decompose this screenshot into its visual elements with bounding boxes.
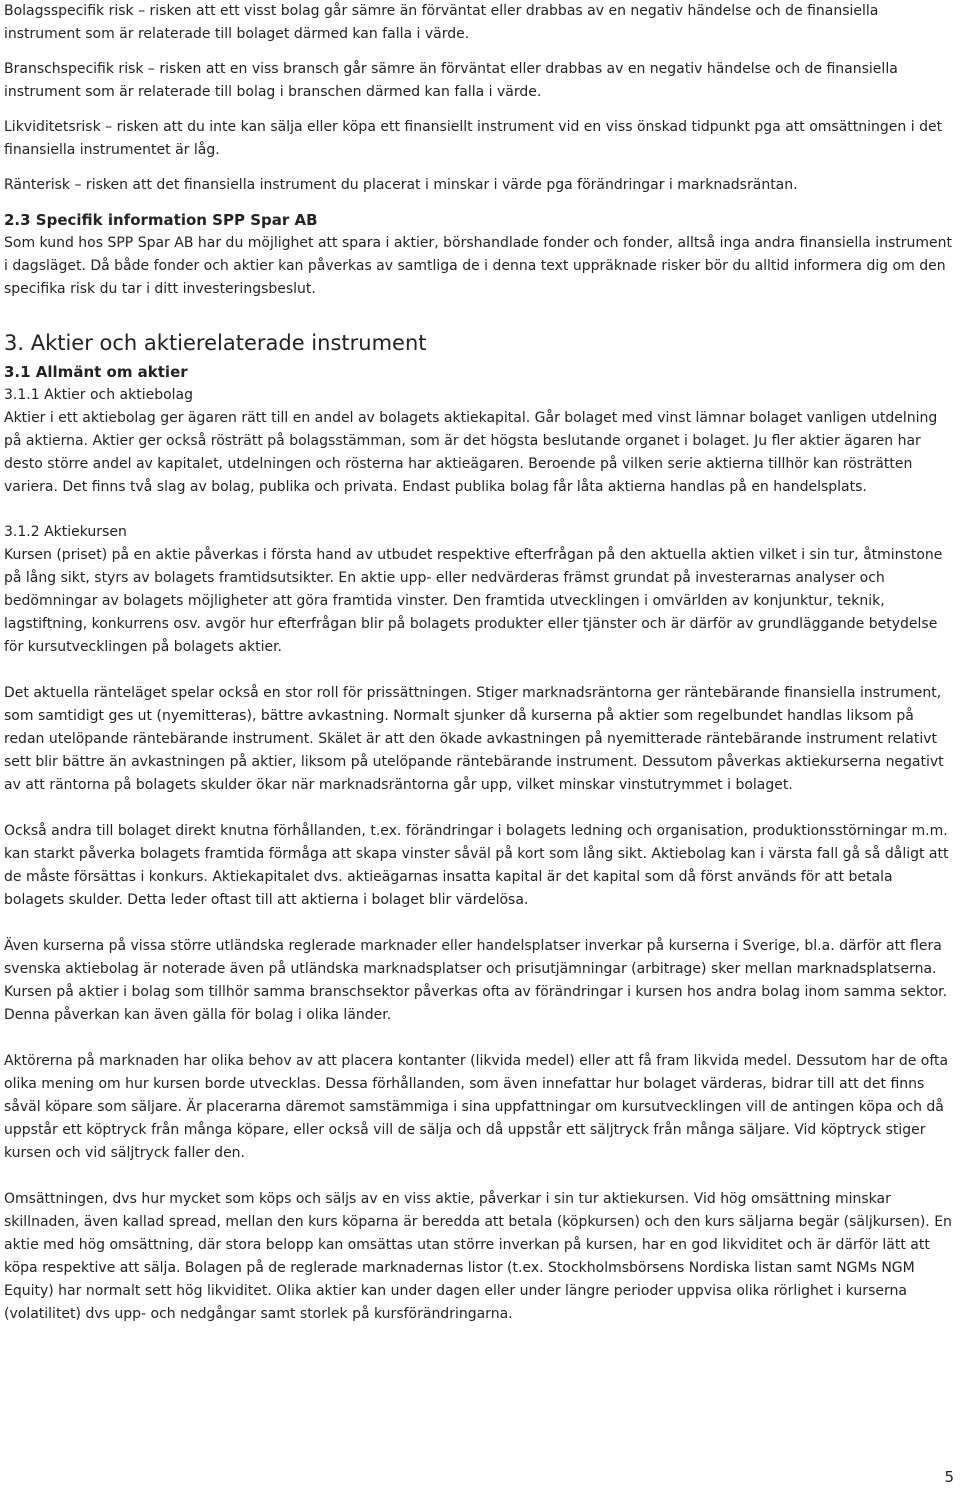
section-2-3-heading: 2.3 Specifik information SPP Spar AB — [4, 211, 318, 229]
risk-description: – risken att du inte kan sälja eller köpa ett finansiellt instrument vid en viss önskad tidpunkt pga att omsättningen i det finansiella instrumentet är låg. — [4, 119, 943, 158]
risk-description: – risken att ett visst bolag går sämre än förväntat eller drabbas av en negativ händelse och de finansiella instrument som är relaterade till bolaget därmed kan falla i värde. — [4, 3, 879, 42]
page-number: 5 — [944, 1468, 954, 1486]
paragraph: Också andra till bolaget direkt knutna förhållanden, t.ex. förändringar i bolagets ledning och organisation, produktionsstörningar m.m. kan starkt påverka bolagets framtida förmåga att skapa vinster såväl på kort som lång sikt. Aktiebolag kan i värsta fall gå så dåligt att de måste försättas i konkurs. Aktiekapitalet dvs. aktieägarnas insatta kapital är det kapital som då först används för att betala bolagets skulder. Detta leder oftast till att aktierna i bolaget blir värdelösa. — [4, 823, 949, 908]
section-3-1-heading: 3.1 Allmänt om aktier — [4, 363, 188, 381]
risk-item — [4, 174, 952, 197]
risk-item — [4, 116, 952, 162]
risk-term: Branschspecifik risk — [4, 61, 144, 77]
section-3-1-2-heading: 3.1.2 Aktiekursen — [4, 524, 127, 540]
risk-item — [4, 58, 952, 104]
section-3-heading: 3. Aktier och aktierelaterade instrument — [4, 331, 427, 355]
paragraph: Även kurserna på vissa större utländska reglerade marknader eller handelsplatser inverkar på kurserna i Sverige, bl.a. därför att flera svenska aktiebolag är noterade även på utländska marknadsplatser och prisutjämningar (arbitrage) sker mellan marknadsplatserna. Kursen på aktier i bolag som tillhör samma branschsektor påverkas ofta av förändringar i kursen hos andra bolag inom samma sektor. Denna påverkan kan även gälla för bolag i olika länder. — [4, 938, 948, 1023]
risk-term: Ränterisk — [4, 177, 71, 193]
section-2-3-text: Som kund hos SPP Spar AB har du möjlighet att spara i aktier, börshandlade fonder och fonder, alltså inga andra finansiella instrument i dagsläget. Då både fonder och aktier kan påverkas av samtliga de i denna text uppräknade risker bör du alltid informera dig om den specifika risk du tar i ditt investeringsbeslut. — [4, 235, 953, 297]
paragraph: Det aktuella ränteläget spelar också en stor roll för prissättningen. Stiger marknadsräntorna ger räntebärande finansiella instrument, som samtidigt ges ut (nyemitteras), bättre avkastning. Normalt sjunker då kurserna på aktier som regelbundet handlas liksom på redan utelöpande räntebärande instrument. Skälet är att den ökade avkastningen på nyemitterade räntebärande instrument relativt sett blir bättre än avkastningen på aktier, liksom på utelöpande räntebärande instrument. Dessutom påverkas aktiekurserna negativt av att räntorna på bolagets skulder ökar när marknadsräntorna går upp, vilket minskar vinstutrymmet i bolaget. — [4, 685, 944, 793]
paragraph: Aktörerna på marknaden har olika behov av att placera kontanter (likvida medel) eller att få fram likvida medel. Dessutom har de ofta olika mening om hur kursen borde utvecklas. Dessa förhållanden, som även innefattar hur bolaget värderas, bidrar till att det finns såväl köpare som säljare. Är placerarna däremot samstämmiga i sina uppfattningar om kursutvecklingen vill de antingen köpa och då uppstår ett köptryck från många köpare, eller också vill de sälja och då uppstår ett säljtryck från många säljare. Vid köptryck stiger kursen och vid säljtryck faller den. — [4, 1053, 949, 1161]
paragraph: Omsättningen, dvs hur mycket som köps och säljs av en viss aktie, påverkar i sin tur aktiekursen. Vid hög omsättning minskar skillnaden, även kallad spread, mellan den kurs köparna är beredda att betala (köpkursen) och den kurs säljarna begär (säljkursen). En aktie med hög omsättning, där stora belopp kan omsättas utan större inverkan på kursen, har en god likviditet och är därför lätt att köpa respektive att sälja. Bolagen på de reglerade marknadernas listor (t.ex. Stockholmsbörsens Nordiska listan samt NGMs NGM Equity) har normalt sett hög likviditet. Olika aktier kan under dagen eller under längre perioder uppvisa olika rörlighet i kurserna (volatilitet) dvs upp- och nedgångar samt storlek på kursförändringarna. — [4, 1191, 952, 1322]
section-3-1-1-heading: 3.1.1 Aktier och aktiebolag — [4, 387, 194, 403]
risk-description: – risken att en viss bransch går sämre än förväntat eller drabbas av en negativ händelse och de finansiella instrument som är relaterade till bolag i branschen därmed kan falla i värde. — [4, 61, 898, 100]
risk-list — [4, 0, 952, 197]
risk-term: Bolagsspecifik risk — [4, 3, 134, 19]
paragraph: Kursen (priset) på en aktie påverkas i första hand av utbudet respektive efterfrågan på den aktuella aktien vilket i sin tur, åtminstone på lång sikt, styrs av bolagets framtidsutsikter. En aktie upp- eller nedvärderas främst grundat på investerarnas analyser och bedömningar av bolagets möjligheter att göra framtida vinster. Den framtida utvecklingen i omvärlden av konjunktur, teknik, lagstiftning, konkurrens osv. avgör hur efterfrågan blir på bolagets produkter eller tjänster och är därför av grundläggande betydelse för kursutvecklingen på bolagets aktier. — [4, 547, 943, 655]
section-3-1-1-text: Aktier i ett aktiebolag ger ägaren rätt till en andel av bolagets aktiekapital. Går bolaget med vinst lämnar bolaget vanligen utdelning på aktierna. Aktier ger också rösträtt på bolagsstämman, som är det högsta beslutande organet i bolaget. Ju fler aktier ägaren har desto större andel av kapitalet, utdelningen och rösterna har aktieägaren. Beroende på vilken serie aktierna tillhör kan rösträtten variera. Det finns två slag av bolag, publika och privata. Endast publika bolag får låta aktierna handlas på en handelsplats. — [4, 410, 938, 495]
risk-item — [4, 0, 952, 46]
document-page — [4, 0, 952, 1349]
risk-description: – risken att det finansiella instrument du placerat i minskar i värde pga förändringar i marknadsräntan. — [70, 177, 798, 193]
risk-term: Likviditetsrisk — [4, 119, 101, 135]
